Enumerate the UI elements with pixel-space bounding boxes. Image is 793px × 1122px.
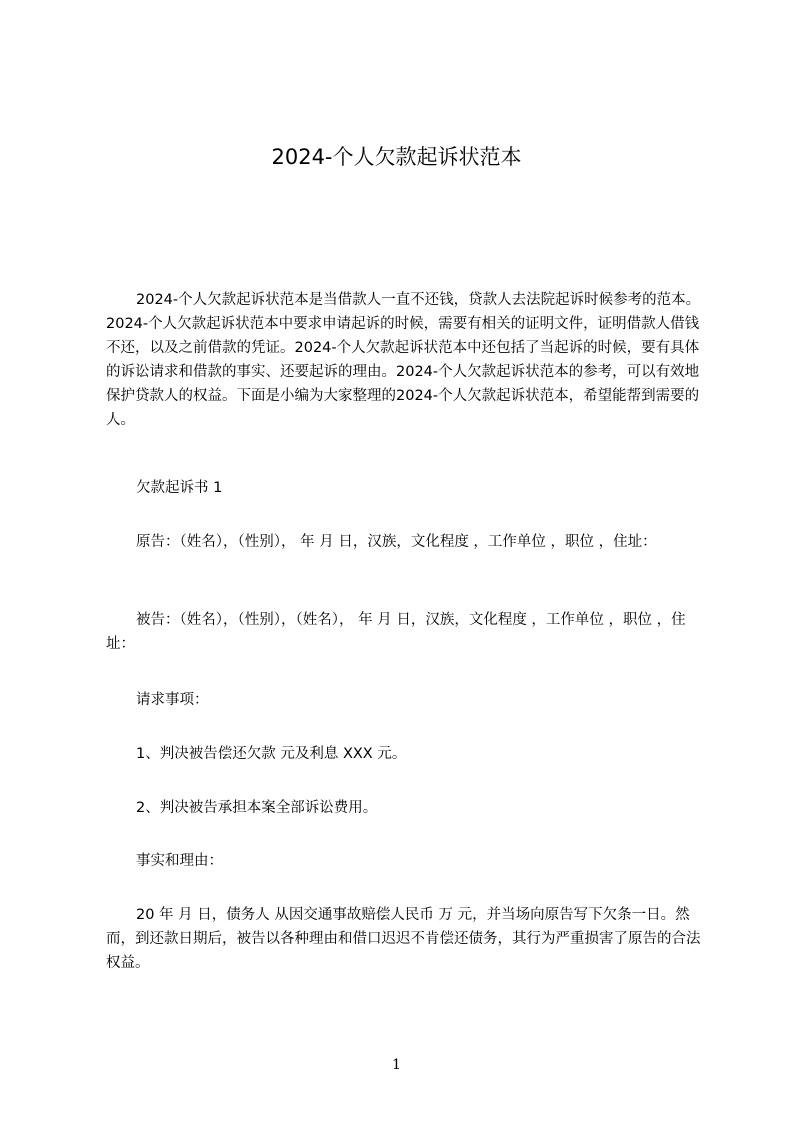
facts-heading: 事实和理由： bbox=[136, 853, 223, 869]
plaintiff-info: 原告：（姓名），（性别）， 年 月 日，汉族，文化程度 ，工作单位 ，职位 ，住址： bbox=[136, 534, 657, 550]
page-number: 1 bbox=[392, 1057, 401, 1073]
claim-item-1: 1、判决被告偿还欠款 元及利息 XXX 元。 bbox=[136, 746, 407, 762]
document-title: 2024-个人欠款起诉状范本 bbox=[271, 145, 522, 169]
facts-paragraph: 20 年 月 日，债务人 从因交通事故赔偿人民币 万 元，并当场向原告写下欠条一日。然而，到还款日期后，被告以各种理由和借口迟迟不肯偿还债务，其行为严重损害了原告的合法权益。 bbox=[106, 907, 701, 971]
claim-item-2: 2、判决被告承担本案全部诉讼费用。 bbox=[136, 800, 378, 816]
section-heading: 欠款起诉书 1 bbox=[136, 480, 223, 496]
defendant-info: 被告：（姓名），（性别），（姓名）， 年 月 日，汉族，文化程度 ，工作单位 ，职位 ，住址： bbox=[106, 612, 686, 652]
claims-heading: 请求事项： bbox=[136, 692, 209, 708]
intro-paragraph: 2024-个人欠款起诉状范本是当借款人一直不还钱，贷款人去法院起诉时候参考的范本。2024-个人欠款起诉状范本中要求申请起诉的时候，需要有相关的证明文件，证明借款人借钱不还，以及之前借款的凭证。2024-个人欠款起诉状范本中还包括了当起诉的时候，要有具体的诉讼请求和借款的事实、还要起诉的理由。2024-个人欠款起诉状范本的参考，可以有效地保护贷款人的权益。下面是小编为大家整理的2024-个人欠款起诉状范本，希望能帮到需要的人。 bbox=[106, 292, 701, 428]
